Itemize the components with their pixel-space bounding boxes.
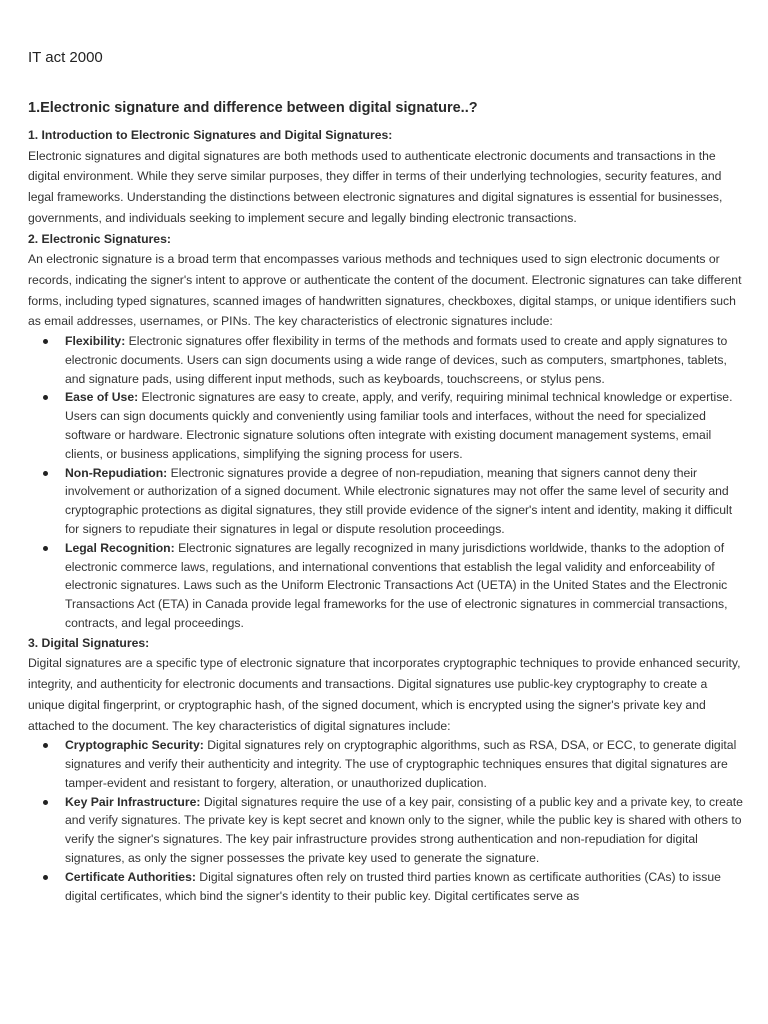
list-item	[65, 539, 744, 633]
bullet-term: Ease of Use:	[65, 390, 139, 405]
list-item	[65, 464, 744, 539]
bullet-list	[28, 332, 744, 633]
bullet-text: Digital signatures require the use of a key pair, consisting of a public key and a private key, to create and verify signatures. The private key is kept secret and known only to the signer, while the public key is shared with others to verify the signer's signatures. The key pair infrastructure provides strong authentication and non-repudiation for digital signatures, as only the signer possesses the private key used to generate the signature.	[65, 794, 743, 866]
list-item	[65, 736, 744, 792]
bullet-text: Digital signatures often rely on trusted third parties known as certificate authorities (CAs) to issue digital certificates, which bind the signer's identity to their public key. Digital certificates serve as	[65, 869, 721, 903]
list-item	[65, 793, 744, 868]
bullet-term: Cryptographic Security:	[65, 738, 204, 753]
list-item	[65, 388, 744, 463]
bullet-term: Non-Repudiation:	[65, 465, 168, 480]
bullet-term: Key Pair Infrastructure:	[65, 794, 201, 809]
bullet-icon	[43, 395, 48, 400]
section-heading: 2. Electronic Signatures:	[28, 231, 171, 246]
section-digital-signatures	[28, 633, 744, 906]
bullet-icon	[43, 546, 48, 551]
bullet-term: Flexibility:	[65, 334, 126, 349]
bullet-text: Electronic signatures offer flexibility in terms of the methods and formats used to create and apply signatures to electronic documents. Users can sign documents using a wide range of devices, such as computers, smartphones, tablets, and signature pads, using different input methods, such as keyboards, touchscreens, or stylus pens.	[65, 334, 728, 386]
section-paragraph: An electronic signature is a broad term that encompasses various methods and techniques used to sign electronic documents or records, indicating the signer's intent to approve or authenticate the content of the document. Electronic signatures can take different forms, including typed signatures, scanned images of handwritten signatures, checkboxes, digital stamps, or unique identifiers such as email addresses, usernames, or PINs. The key characteristics of electronic signatures include:	[28, 252, 742, 329]
section-heading: 3. Digital Signatures:	[28, 635, 150, 650]
section-electronic-signatures	[28, 229, 744, 633]
bullet-list	[28, 736, 744, 905]
bullet-term: Certificate Authorities:	[65, 869, 196, 884]
section-paragraph: Digital signatures are a specific type of electronic signature that incorporates cryptographic techniques to provide enhanced security, integrity, and authenticity for electronic documents and transactions. Digital signatures use public-key cryptography to create a unique digital fingerprint, or cryptographic hash, of the signed document, which is encrypted using the signer's private key and attached to the document. The key characteristics of digital signatures include:	[28, 656, 741, 733]
list-item	[65, 868, 744, 906]
bullet-text: Digital signatures rely on cryptographic algorithms, such as RSA, DSA, or ECC, to generate digital signatures and verify their authenticity and integrity. The use of cryptographic techniques ensures that digital signatures are tamper-evident and resistant to forgery, alteration, or unauthorized duplication.	[65, 738, 737, 790]
bullet-icon	[43, 339, 48, 344]
bullet-icon	[43, 800, 48, 805]
bullet-icon	[43, 743, 48, 748]
bullet-text: Electronic signatures provide a degree of non-repudiation, meaning that signers cannot deny their involvement or authorization of a signed document. While electronic signatures may not offer the same level of security and cryptographic protections as digital signatures, they still provide evidence of the signer's intent and identity, making it difficult for signers to repudiate their signatures in legal or dispute resolution proceedings.	[65, 465, 733, 536]
bullet-text: Electronic signatures are easy to create, apply, and verify, requiring minimal technical knowledge or expertise. Users can sign documents quickly and conveniently using familiar tools and interfaces, without the need for specialized software or hardware. Electronic signature solutions often integrate with existing document management systems, email clients, or business applications, simplifying the signing process for users.	[65, 390, 733, 461]
question-heading: 1.Electronic signature and difference between digital signature..?	[28, 100, 478, 116]
document-title: IT act 2000	[28, 49, 103, 66]
section-introduction	[28, 125, 744, 229]
section-heading: 1. Introduction to Electronic Signatures and Digital Signatures:	[28, 128, 393, 142]
list-item	[65, 332, 744, 388]
bullet-term: Legal Recognition:	[65, 540, 175, 555]
document-body	[28, 98, 744, 905]
bullet-icon	[43, 875, 48, 880]
bullet-text: Electronic signatures are legally recognized in many jurisdictions worldwide, thanks to the adoption of electronic commerce laws, regulations, and international conventions that establish the legal validity and enforceability of electronic signatures. Laws such as the Uniform Electronic Transactions Act (UETA) in the United States and the Electronic Transactions Act (ETA) in Canada provide legal frameworks for the use of electronic signatures in commercial transactions, contracts, and legal proceedings.	[65, 540, 728, 630]
section-paragraph: Electronic signatures and digital signatures are both methods used to authenticate electronic documents and transactions in the digital environment. While they serve similar purposes, they differ in terms of their underlying technologies, security features, and legal frameworks. Understanding the distinctions between electronic signatures and digital signatures is essential for businesses, governments, and individuals seeking to implement secure and legally binding electronic transactions.	[28, 148, 723, 225]
bullet-icon	[43, 471, 48, 476]
